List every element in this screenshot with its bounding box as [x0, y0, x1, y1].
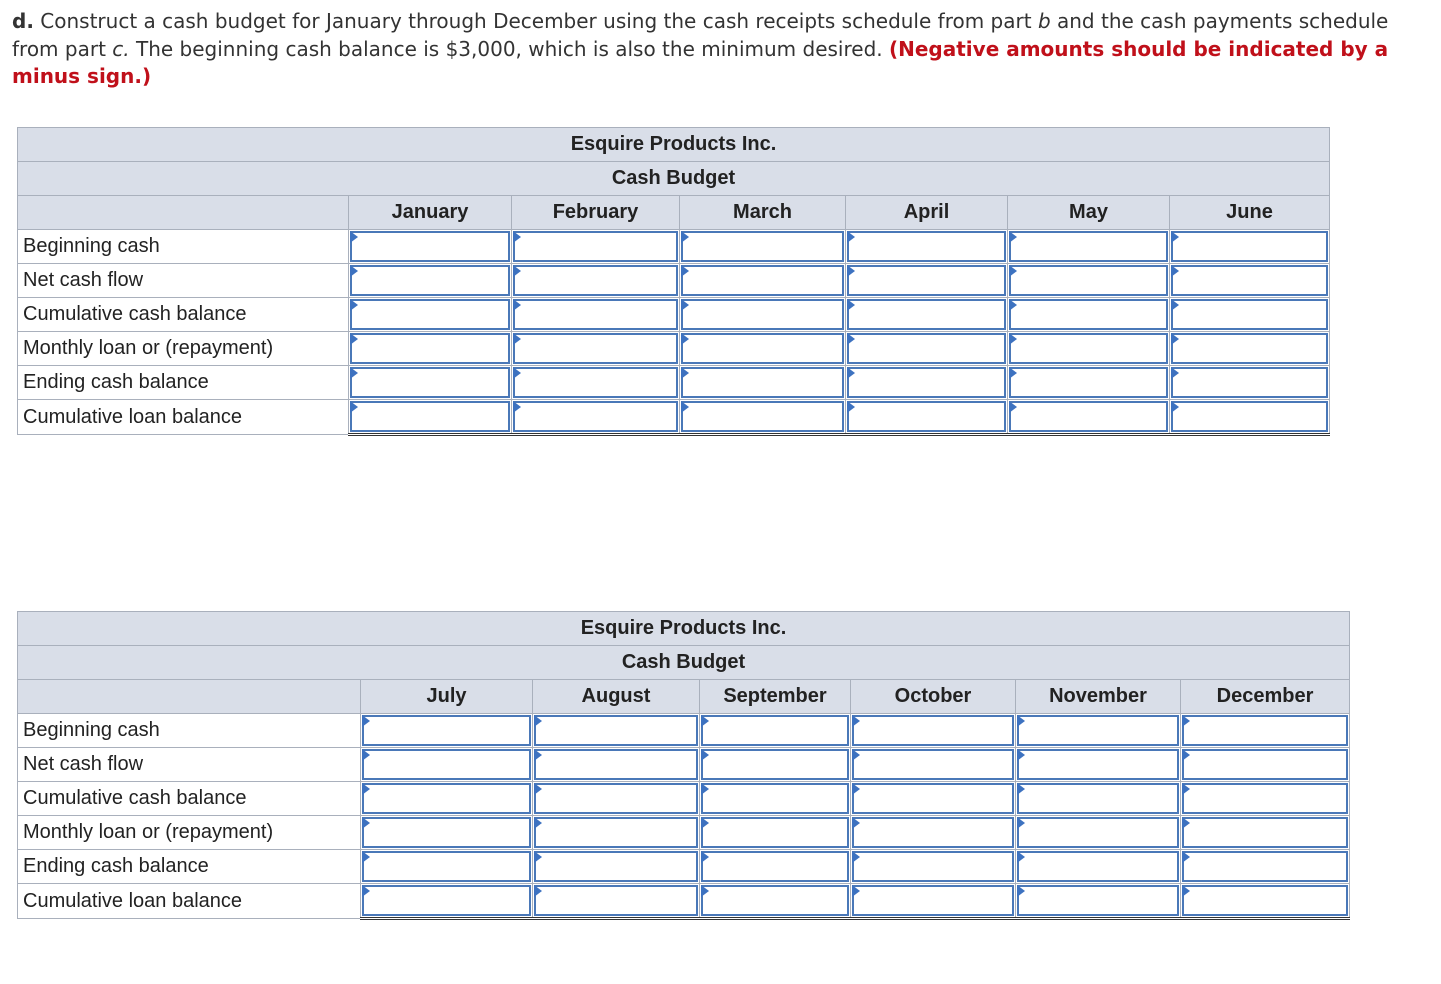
amount-input[interactable] — [362, 783, 531, 814]
amount-cell — [1170, 400, 1330, 435]
amount-cell — [700, 714, 851, 748]
amount-cell — [851, 816, 1016, 850]
amount-cell — [680, 400, 846, 435]
input-marker-icon — [362, 783, 370, 795]
input-marker-icon — [1017, 783, 1025, 795]
amount-cell — [1181, 884, 1350, 919]
amount-cell — [349, 400, 512, 435]
amount-cell — [512, 298, 680, 332]
input-marker-icon — [534, 885, 542, 897]
amount-cell — [349, 366, 512, 400]
input-marker-icon — [534, 851, 542, 863]
amount-cell — [1170, 332, 1330, 366]
amount-cell — [533, 782, 700, 816]
budget-title: Cash Budget — [18, 646, 1350, 680]
amount-cell — [349, 230, 512, 264]
table-row — [18, 850, 1350, 884]
amount-input[interactable] — [534, 715, 698, 746]
amount-input[interactable] — [852, 749, 1014, 780]
amount-cell — [1181, 782, 1350, 816]
input-marker-icon — [513, 231, 521, 243]
input-marker-icon — [852, 817, 860, 829]
amount-cell — [1181, 748, 1350, 782]
amount-input[interactable] — [701, 783, 849, 814]
amount-input[interactable] — [681, 333, 844, 364]
input-marker-icon — [534, 715, 542, 727]
amount-cell — [846, 332, 1008, 366]
amount-input[interactable] — [1017, 715, 1179, 746]
input-marker-icon — [852, 851, 860, 863]
amount-input[interactable] — [513, 231, 678, 262]
amount-cell — [1016, 816, 1181, 850]
amount-cell — [700, 782, 851, 816]
input-marker-icon — [362, 885, 370, 897]
header-blank — [18, 680, 361, 714]
input-marker-icon — [701, 749, 709, 761]
amount-input[interactable] — [1009, 265, 1168, 296]
amount-cell — [512, 366, 680, 400]
row-label: Ending cash balance — [18, 850, 361, 884]
amount-cell — [533, 884, 700, 919]
amount-cell — [361, 884, 533, 919]
amount-input[interactable] — [1017, 885, 1179, 916]
amount-input[interactable] — [1009, 333, 1168, 364]
input-marker-icon — [852, 749, 860, 761]
amount-cell — [1016, 850, 1181, 884]
input-marker-icon — [1182, 817, 1190, 829]
cash-budget-table-jul-dec — [17, 611, 1350, 920]
month-header: November — [1016, 680, 1181, 714]
input-marker-icon — [534, 817, 542, 829]
input-marker-icon — [1171, 367, 1179, 379]
amount-cell — [361, 816, 533, 850]
input-marker-icon — [681, 299, 689, 311]
table-row — [18, 366, 1330, 400]
input-marker-icon — [513, 333, 521, 345]
amount-input[interactable] — [1182, 715, 1348, 746]
amount-cell — [512, 400, 680, 435]
amount-input[interactable] — [362, 851, 531, 882]
input-marker-icon — [681, 231, 689, 243]
amount-cell — [1008, 264, 1170, 298]
row-label: Beginning cash — [18, 714, 361, 748]
amount-input[interactable] — [513, 401, 678, 432]
amount-input[interactable] — [1009, 367, 1168, 398]
amount-cell — [349, 332, 512, 366]
row-label: Ending cash balance — [18, 366, 349, 400]
amount-input[interactable] — [350, 401, 510, 432]
amount-input[interactable] — [852, 817, 1014, 848]
input-marker-icon — [362, 715, 370, 727]
input-marker-icon — [681, 265, 689, 277]
amount-cell — [1008, 298, 1170, 332]
input-marker-icon — [852, 885, 860, 897]
amount-cell — [846, 264, 1008, 298]
amount-cell — [851, 884, 1016, 919]
amount-input[interactable] — [362, 749, 531, 780]
input-marker-icon — [681, 401, 689, 413]
row-label: Net cash flow — [18, 264, 349, 298]
input-marker-icon — [350, 401, 358, 413]
amount-cell — [361, 714, 533, 748]
amount-input[interactable] — [362, 715, 531, 746]
amount-input[interactable] — [513, 367, 678, 398]
row-label: Cumulative loan balance — [18, 884, 361, 919]
amount-cell — [851, 748, 1016, 782]
input-marker-icon — [362, 851, 370, 863]
amount-cell — [851, 850, 1016, 884]
amount-input[interactable] — [701, 851, 849, 882]
amount-input[interactable] — [534, 749, 698, 780]
row-label: Monthly loan or (repayment) — [18, 816, 361, 850]
month-header-row — [18, 196, 1330, 230]
input-marker-icon — [350, 299, 358, 311]
amount-cell — [512, 332, 680, 366]
amount-input[interactable] — [1171, 401, 1328, 432]
amount-input[interactable] — [1171, 367, 1328, 398]
amount-cell — [1008, 400, 1170, 435]
amount-input[interactable] — [852, 783, 1014, 814]
amount-input[interactable] — [1171, 333, 1328, 364]
amount-input[interactable] — [847, 401, 1006, 432]
input-marker-icon — [513, 401, 521, 413]
amount-input[interactable] — [1182, 817, 1348, 848]
input-marker-icon — [847, 231, 855, 243]
amount-input[interactable] — [534, 851, 698, 882]
input-marker-icon — [852, 715, 860, 727]
month-header: December — [1181, 680, 1350, 714]
input-marker-icon — [1171, 265, 1179, 277]
input-marker-icon — [513, 299, 521, 311]
input-marker-icon — [701, 817, 709, 829]
input-marker-icon — [847, 367, 855, 379]
month-header: March — [680, 196, 846, 230]
amount-cell — [851, 782, 1016, 816]
input-marker-icon — [701, 885, 709, 897]
amount-input[interactable] — [350, 333, 510, 364]
input-marker-icon — [1182, 749, 1190, 761]
amount-input[interactable] — [350, 299, 510, 330]
table-row — [18, 230, 1330, 264]
amount-cell — [1008, 332, 1170, 366]
table-row — [18, 884, 1350, 919]
amount-cell — [1181, 816, 1350, 850]
amount-cell — [1170, 366, 1330, 400]
amount-input[interactable] — [1171, 265, 1328, 296]
amount-input[interactable] — [350, 367, 510, 398]
table-row — [18, 714, 1350, 748]
row-label: Net cash flow — [18, 748, 361, 782]
input-marker-icon — [1182, 715, 1190, 727]
amount-input[interactable] — [513, 299, 678, 330]
amount-input[interactable] — [534, 783, 698, 814]
amount-cell — [512, 264, 680, 298]
input-marker-icon — [1182, 851, 1190, 863]
input-marker-icon — [681, 367, 689, 379]
amount-cell — [700, 850, 851, 884]
input-marker-icon — [1171, 299, 1179, 311]
amount-input[interactable] — [1171, 231, 1328, 262]
amount-input[interactable] — [534, 817, 698, 848]
row-label: Monthly loan or (repayment) — [18, 332, 349, 366]
amount-input[interactable] — [681, 231, 844, 262]
instructions-text-2: and the cash payments schedule from part — [12, 9, 1389, 61]
table-row — [18, 298, 1330, 332]
amount-input[interactable] — [847, 367, 1006, 398]
amount-input[interactable] — [1009, 401, 1168, 432]
amount-cell — [533, 816, 700, 850]
month-header: April — [846, 196, 1008, 230]
input-marker-icon — [852, 783, 860, 795]
amount-cell — [680, 366, 846, 400]
month-header: July — [361, 680, 533, 714]
amount-cell — [1170, 264, 1330, 298]
amount-input[interactable] — [847, 231, 1006, 262]
amount-input[interactable] — [701, 885, 849, 916]
input-marker-icon — [1009, 333, 1017, 345]
amount-input[interactable] — [513, 265, 678, 296]
input-marker-icon — [513, 367, 521, 379]
row-label: Cumulative loan balance — [18, 400, 349, 435]
amount-cell — [680, 264, 846, 298]
amount-cell — [700, 748, 851, 782]
amount-input[interactable] — [681, 265, 844, 296]
amount-input[interactable] — [362, 817, 531, 848]
input-marker-icon — [1171, 401, 1179, 413]
input-marker-icon — [1009, 299, 1017, 311]
amount-cell — [1016, 748, 1181, 782]
amount-cell — [846, 298, 1008, 332]
input-marker-icon — [513, 265, 521, 277]
part-c-ref: c. — [112, 36, 130, 61]
budget-title: Cash Budget — [18, 162, 1330, 196]
input-marker-icon — [1017, 749, 1025, 761]
month-header: May — [1008, 196, 1170, 230]
table-row — [18, 782, 1350, 816]
input-marker-icon — [1017, 715, 1025, 727]
cash-budget-table-jan-jun — [17, 127, 1330, 436]
amount-cell — [1170, 298, 1330, 332]
amount-input[interactable] — [1009, 299, 1168, 330]
amount-cell — [1008, 366, 1170, 400]
amount-cell — [361, 850, 533, 884]
amount-cell — [1016, 714, 1181, 748]
amount-input[interactable] — [1171, 299, 1328, 330]
table-row — [18, 400, 1330, 435]
input-marker-icon — [1009, 265, 1017, 277]
amount-input[interactable] — [1017, 817, 1179, 848]
amount-input[interactable] — [1182, 885, 1348, 916]
input-marker-icon — [701, 783, 709, 795]
amount-input[interactable] — [1017, 851, 1179, 882]
instructions-text-3: The beginning cash balance is $3,000, which is also the minimum desired. — [129, 36, 889, 61]
input-marker-icon — [350, 367, 358, 379]
month-header: October — [851, 680, 1016, 714]
input-marker-icon — [1017, 817, 1025, 829]
amount-cell — [846, 230, 1008, 264]
amount-cell — [1181, 714, 1350, 748]
month-header: January — [349, 196, 512, 230]
amount-cell — [533, 714, 700, 748]
input-marker-icon — [847, 333, 855, 345]
input-marker-icon — [847, 401, 855, 413]
amount-input[interactable] — [1017, 783, 1179, 814]
input-marker-icon — [1017, 851, 1025, 863]
amount-input[interactable] — [362, 885, 531, 916]
amount-input[interactable] — [701, 715, 849, 746]
amount-cell — [851, 714, 1016, 748]
amount-cell — [1181, 850, 1350, 884]
amount-cell — [846, 400, 1008, 435]
row-label: Beginning cash — [18, 230, 349, 264]
amount-cell — [533, 850, 700, 884]
input-marker-icon — [1182, 885, 1190, 897]
amount-cell — [846, 366, 1008, 400]
input-marker-icon — [534, 749, 542, 761]
amount-cell — [1170, 230, 1330, 264]
amount-cell — [361, 782, 533, 816]
input-marker-icon — [1182, 783, 1190, 795]
input-marker-icon — [701, 715, 709, 727]
instructions — [12, 8, 1422, 91]
input-marker-icon — [350, 231, 358, 243]
amount-input[interactable] — [847, 299, 1006, 330]
amount-cell — [700, 816, 851, 850]
input-marker-icon — [362, 749, 370, 761]
input-marker-icon — [1017, 885, 1025, 897]
amount-input[interactable] — [1182, 851, 1348, 882]
amount-input[interactable] — [1009, 231, 1168, 262]
month-header: September — [700, 680, 851, 714]
amount-cell — [349, 264, 512, 298]
instructions-text-1: Construct a cash budget for January through December using the cash receipts schedule from part — [33, 9, 1038, 33]
input-marker-icon — [350, 265, 358, 277]
month-header-row — [18, 680, 1350, 714]
amount-input[interactable] — [852, 885, 1014, 916]
table-row — [18, 748, 1350, 782]
table-row — [18, 816, 1350, 850]
amount-cell — [700, 884, 851, 919]
amount-cell — [1016, 782, 1181, 816]
amount-cell — [680, 230, 846, 264]
amount-cell — [361, 748, 533, 782]
month-header: June — [1170, 196, 1330, 230]
amount-input[interactable] — [852, 851, 1014, 882]
amount-input[interactable] — [1182, 783, 1348, 814]
input-marker-icon — [1171, 231, 1179, 243]
amount-cell — [680, 332, 846, 366]
input-marker-icon — [701, 851, 709, 863]
input-marker-icon — [534, 783, 542, 795]
row-label: Cumulative cash balance — [18, 298, 349, 332]
input-marker-icon — [847, 265, 855, 277]
table-row — [18, 332, 1330, 366]
month-header: August — [533, 680, 700, 714]
input-marker-icon — [1009, 367, 1017, 379]
header-blank — [18, 196, 349, 230]
input-marker-icon — [350, 333, 358, 345]
amount-cell — [349, 298, 512, 332]
amount-cell — [512, 230, 680, 264]
amount-input[interactable] — [681, 367, 844, 398]
input-marker-icon — [362, 817, 370, 829]
row-label: Cumulative cash balance — [18, 782, 361, 816]
amount-cell — [1016, 884, 1181, 919]
amount-input[interactable] — [681, 299, 844, 330]
table-row — [18, 264, 1330, 298]
company-name: Esquire Products Inc. — [18, 612, 1350, 646]
input-marker-icon — [847, 299, 855, 311]
month-header: February — [512, 196, 680, 230]
part-label: d. — [12, 9, 34, 33]
input-marker-icon — [1009, 231, 1017, 243]
amount-input[interactable] — [350, 265, 510, 296]
amount-input[interactable] — [534, 885, 698, 916]
amount-cell — [533, 748, 700, 782]
amount-input[interactable] — [852, 715, 1014, 746]
amount-cell — [680, 298, 846, 332]
amount-input[interactable] — [513, 333, 678, 364]
amount-cell — [1008, 230, 1170, 264]
company-name: Esquire Products Inc. — [18, 128, 1330, 162]
amount-input[interactable] — [847, 265, 1006, 296]
amount-input[interactable] — [1017, 749, 1179, 780]
negative-amount-note: (Negative amounts should be indicated by a minus sign.) — [12, 36, 1389, 88]
input-marker-icon — [681, 333, 689, 345]
part-b-ref: b — [1037, 9, 1051, 33]
amount-input[interactable] — [350, 231, 510, 262]
input-marker-icon — [1009, 401, 1017, 413]
amount-input[interactable] — [681, 401, 844, 432]
amount-input[interactable] — [847, 333, 1006, 364]
input-marker-icon — [1171, 333, 1179, 345]
amount-input[interactable] — [701, 817, 849, 848]
amount-input[interactable] — [1182, 749, 1348, 780]
amount-input[interactable] — [701, 749, 849, 780]
